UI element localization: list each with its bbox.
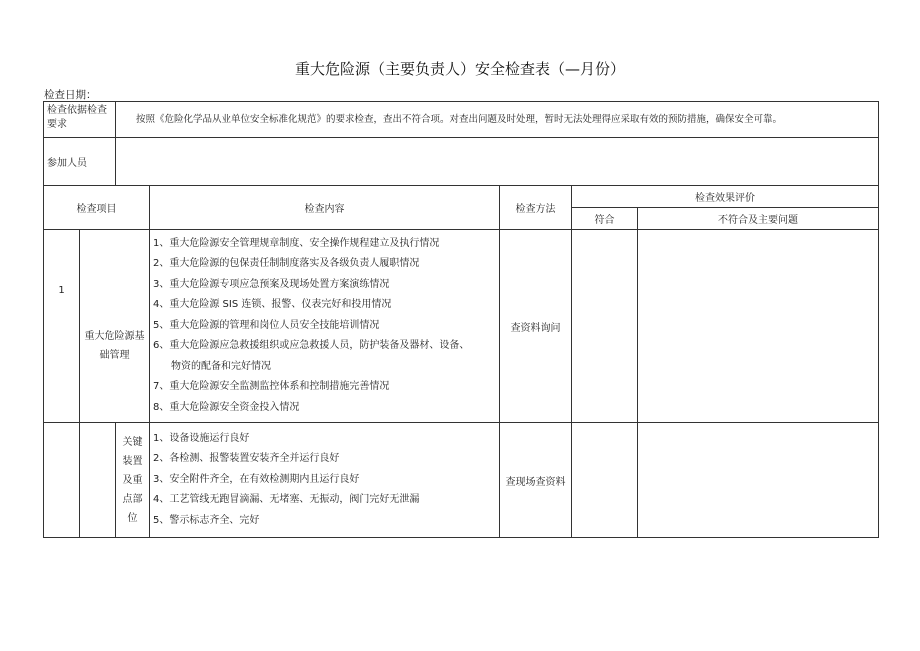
basis-label: 检查依据检查要求	[44, 102, 116, 138]
content-item: 2、重大危险源的包保责任制制度落实及各级负责人履职情况	[153, 258, 420, 270]
content-item: 2、各检测、报警装置安装齐全并运行良好	[153, 453, 340, 465]
content-item: 物资的配备和完好情况	[171, 360, 271, 372]
check-date-label: 检查日期：	[44, 89, 97, 101]
row-content	[150, 230, 500, 423]
table-row	[44, 423, 879, 538]
basis-row	[44, 102, 879, 138]
page-title: 重大危险源（主要负责人）安全检查表（—月份）	[294, 60, 625, 78]
content-item: 3、安全附件齐全，在有效检测期内且运行良好	[153, 473, 360, 485]
content-item: 6、重大危险源应急救援组织或应急救援人员，防护装备及器材、设备、	[153, 340, 470, 352]
header-evaluation: 检查效果评价	[572, 186, 879, 208]
content-item: 4、工艺管线无跑冒滴漏、无堵塞、无振动，阀门完好无泄漏	[153, 494, 420, 506]
content-item: 1、设备设施运行良好	[153, 432, 250, 444]
row-content	[150, 423, 500, 538]
header-fail: 不符合及主要问题	[638, 208, 879, 230]
row-number: 1	[44, 230, 80, 423]
row-method: 查资料询问	[500, 230, 572, 423]
content-item: 5、重大危险源的管理和岗位人员安全技能培训情况	[153, 319, 380, 331]
basis-text: 按照《危险化学品从业单位安全标准化规范》的要求检查，查出不符合项。对查出问题及时处理，暂时无法处理得应采取有效的预防措施，确保安全可靠。	[116, 102, 879, 138]
content-item: 1、重大危险源安全管理规章制度、安全操作规程建立及执行情况	[153, 237, 440, 249]
row-fail-cell[interactable]	[638, 230, 879, 423]
row-pass-cell[interactable]	[572, 423, 638, 538]
header-method: 检查方法	[500, 186, 572, 230]
row-number	[44, 423, 80, 538]
header-item: 检查项目	[44, 186, 150, 230]
content-item: 4、重大危险源 SIS 连锁、报警、仪表完好和投用情况	[153, 299, 392, 311]
row-method: 查现场查资料	[500, 423, 572, 538]
header-row-1	[44, 186, 879, 208]
row-category	[80, 423, 116, 538]
inspection-table	[43, 101, 879, 538]
row-subcategory: 关键装置及重点部位	[116, 423, 150, 538]
content-item: 5、警示标志齐全、完好	[153, 514, 260, 526]
participants-row	[44, 138, 879, 186]
participants-field[interactable]	[116, 138, 879, 186]
participants-label: 参加人员	[44, 138, 116, 186]
table-row	[44, 230, 879, 423]
content-item: 7、重大危险源安全监测监控体系和控制措施完善情况	[153, 381, 390, 393]
row-category: 重大危险源基础管理	[80, 230, 150, 423]
row-fail-cell[interactable]	[638, 423, 879, 538]
row-pass-cell[interactable]	[572, 230, 638, 423]
header-content: 检查内容	[150, 186, 500, 230]
header-pass: 符合	[572, 208, 638, 230]
content-item: 3、重大危险源专项应急预案及现场处置方案演练情况	[153, 278, 390, 290]
content-item: 8、重大危险源安全资金投入情况	[153, 401, 300, 413]
